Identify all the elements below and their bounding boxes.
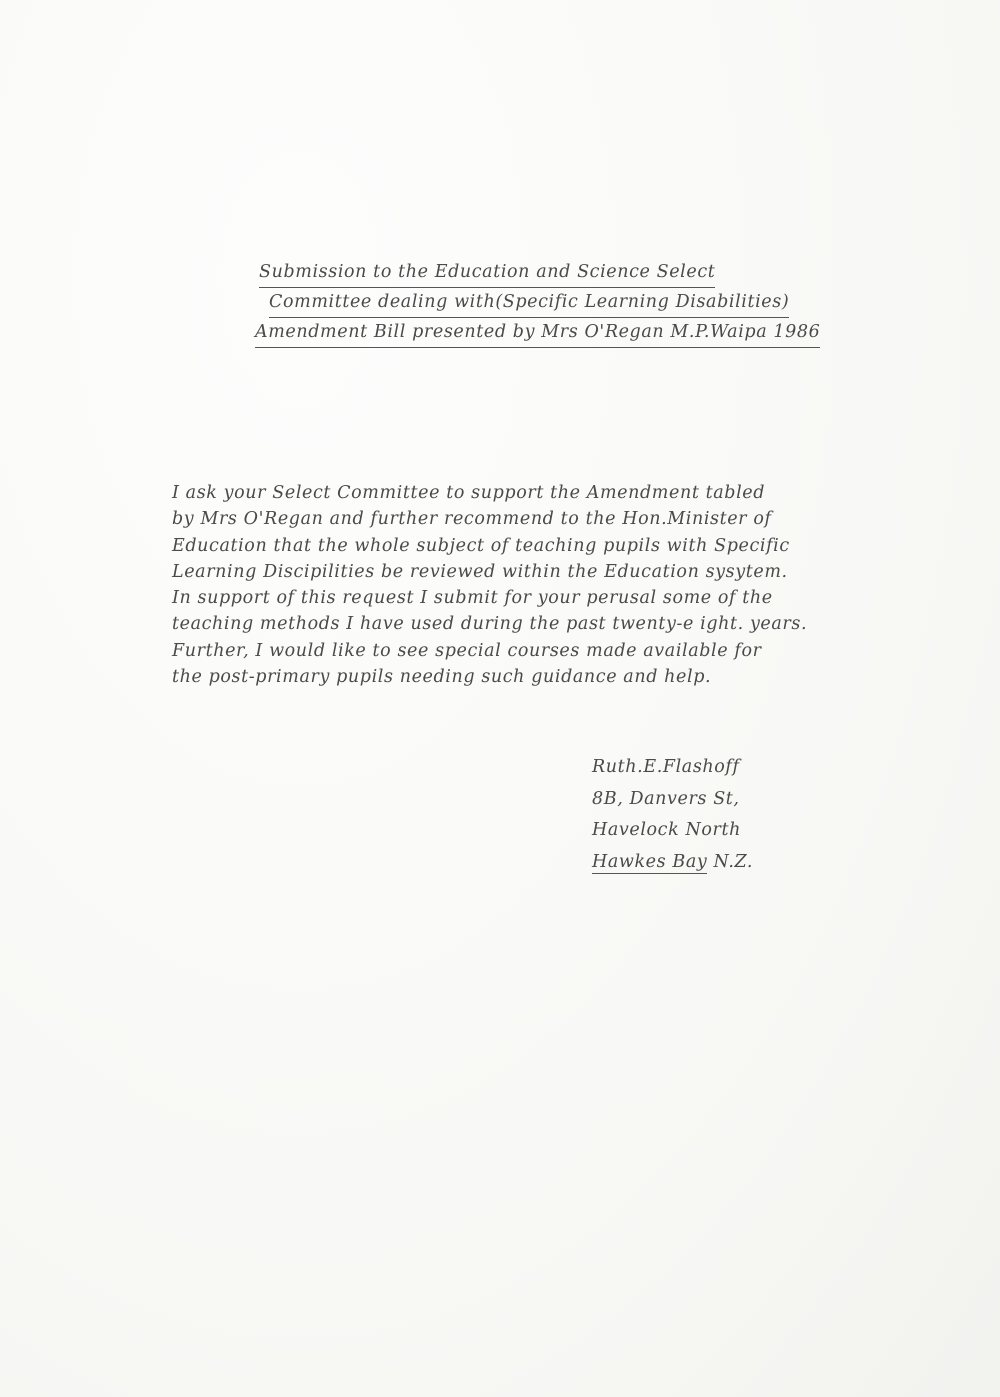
title-line-2: Committee dealing with(Specific Learning Disabilities) — [269, 288, 889, 318]
address-town: Havelock North — [592, 820, 741, 840]
submission-body — [172, 480, 932, 690]
title-line-1: Submission to the Education and Science Select — [259, 258, 879, 288]
body-line-5: In support of this request I submit for your perusal some of the — [172, 588, 773, 609]
body-line-7: Further, I would like to see special courses made available for — [172, 640, 762, 661]
address-region-underlined: Hawkes Bay — [592, 851, 708, 872]
signature-name: Ruth.E.Flashoff — [592, 757, 740, 777]
body-line-3: Education that the whole subject of teaching pupils with Specific — [172, 535, 790, 556]
signature-block — [592, 752, 852, 878]
address-region — [592, 847, 852, 879]
body-line-4: Learning Discipilities be reviewed within the Education sysytem. — [172, 561, 788, 582]
body-line-8: the post-primary pupils needing such guidance and help. — [172, 667, 712, 688]
title-line-3: Amendment Bill presented by Mrs O'Regan M.P.Waipa 1986 — [255, 318, 875, 348]
address-country: N.Z. — [707, 851, 754, 872]
submission-title — [255, 258, 875, 348]
body-line-1: I ask your Select Committee to support the Amendment tabled — [172, 483, 766, 503]
body-line-2: by Mrs O'Regan and further recommend to the Hon.Minister of — [172, 509, 772, 530]
body-line-6: teaching methods I have used during the past twenty-e ight. years. — [172, 614, 808, 635]
address-street: 8B, Danvers St, — [592, 788, 740, 809]
